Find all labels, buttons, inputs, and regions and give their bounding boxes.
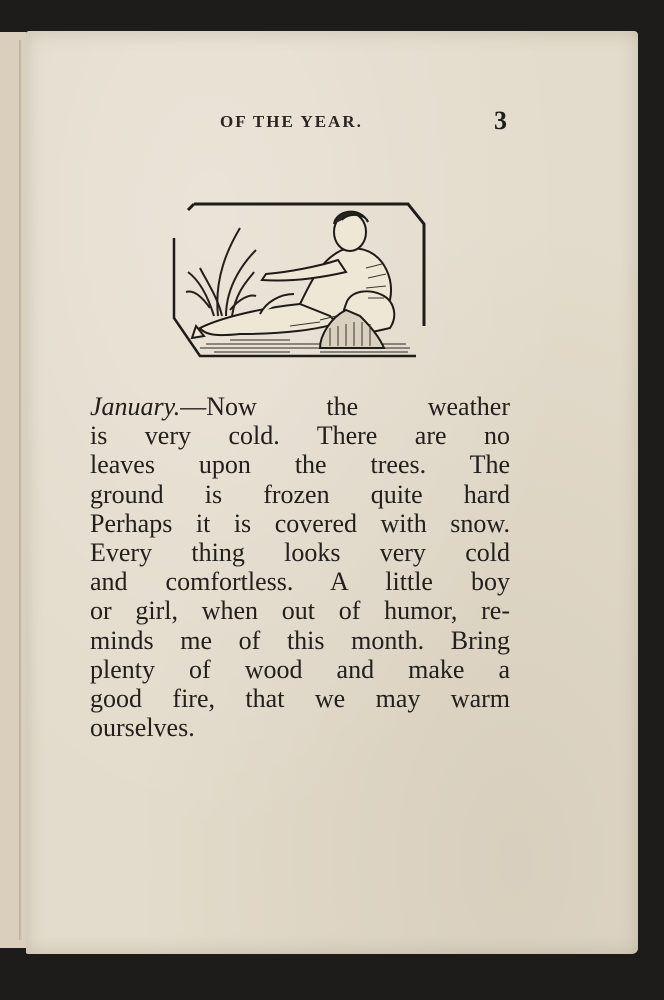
month-heading: January. — [90, 392, 181, 421]
running-head: OF THE YEAR. — [220, 112, 363, 131]
body-line: good fire, that we may warm — [90, 684, 510, 714]
body-line: or girl, when out of humor, re- — [90, 596, 510, 626]
body-line: is very cold. There are no — [90, 421, 510, 451]
body-paragraph — [90, 392, 510, 742]
body-line: leaves upon the trees. The — [90, 450, 510, 480]
woodcut-illustration — [170, 198, 428, 360]
body-line: minds me of this month. Bring — [90, 625, 510, 655]
body-line: ground is frozen quite hard — [90, 479, 510, 509]
body-line: plenty of wood and make a — [90, 654, 510, 684]
body-line: Every thing looks very cold — [90, 538, 510, 568]
body-line: Perhaps it is covered with snow. — [90, 508, 510, 538]
body-line-text: —Now the weather — [180, 392, 510, 421]
page-number: 3 — [494, 106, 507, 135]
body-line: ourselves. — [90, 713, 195, 743]
body-line: and comfortless. A little boy — [90, 567, 510, 597]
body-line — [90, 392, 510, 421]
binding-gutter — [19, 40, 23, 940]
